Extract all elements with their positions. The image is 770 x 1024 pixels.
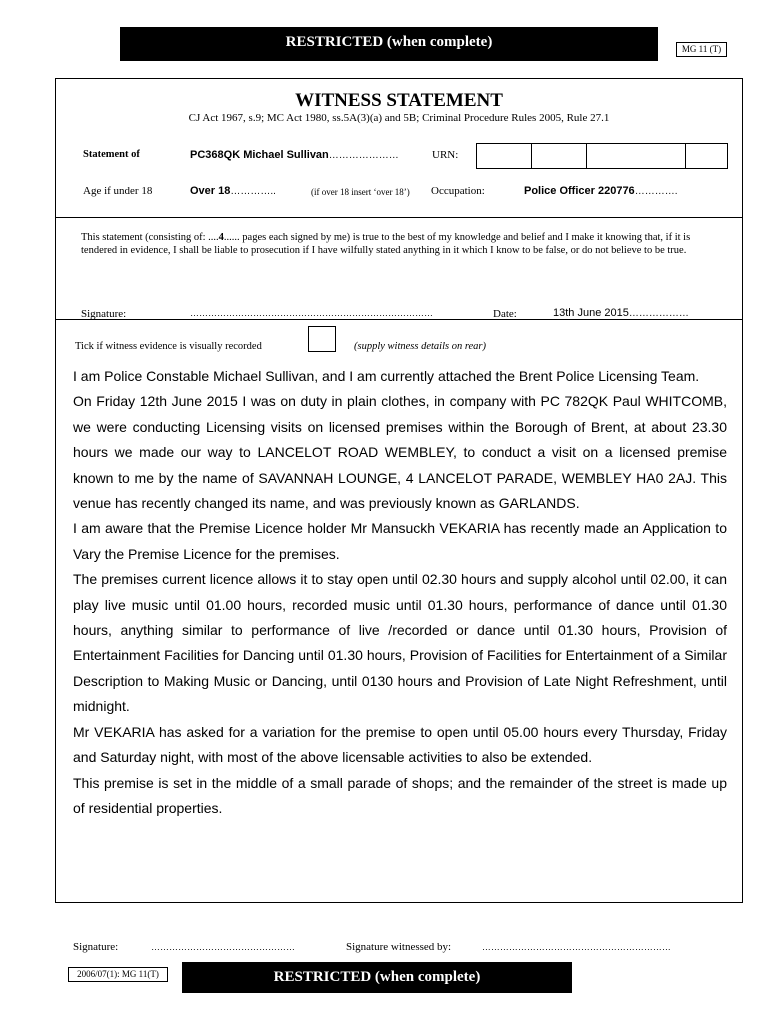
statement-of-value: PC368QK Michael Sullivan xyxy=(190,149,329,161)
age-value: Over 18 xyxy=(190,185,231,197)
form-code-label: MG 11 (T) xyxy=(676,42,727,57)
footer-witnessed-label: Signature witnessed by: xyxy=(346,941,452,953)
occupation-label: Occupation: xyxy=(431,185,485,197)
age-dots: ………….. xyxy=(230,186,276,197)
declaration-text xyxy=(81,231,711,257)
witness-statement-form xyxy=(55,78,743,903)
visual-record-note: (supply witness details on rear) xyxy=(354,341,487,352)
urn-cell[interactable] xyxy=(477,144,532,168)
footer-witnessed-dots: ……………………………………………………… xyxy=(481,942,671,952)
statement-body xyxy=(73,364,727,821)
occupation-value: Police Officer 220776 xyxy=(524,185,635,197)
statement-paragraph: Mr VEKARIA has asked for a variation for the premise to open until 05.00 hours every Thursday, Friday and Saturday night, with most of the above licensable activities to also be extended. xyxy=(73,723,727,766)
age-field[interactable] xyxy=(190,185,276,197)
declaration-after: ...... pages each signed by me) is true to the best of my knowledge and belief and I make it knowing that, if it is tendered in evidence, I shall be liable to prosecution if I have wilfully stated anything in it which I know to be false, or do not believe to be true. xyxy=(81,232,691,256)
statement-paragraph: I am aware that the Premise Licence holder Mr Mansuckh VEKARIA has recently made an Application to Vary the Premise Licence for the premises. xyxy=(73,520,727,562)
footer-signature[interactable] xyxy=(73,941,295,953)
footer-witnessed[interactable] xyxy=(346,941,671,953)
restricted-banner-bottom: RESTRICTED (when complete) xyxy=(182,962,572,993)
age-label: Age if under 18 xyxy=(83,185,153,197)
statement-paragraph: On Friday 12th June 2015 I was on duty in plain clothes, in company with PC 782QK Paul WHITCOMB, we were conducting Licensing visits on licensed premises within the Borough of Brent, at about 23.30 hours we made our way to LANCELOT ROAD WEMBLEY, to conduct a visit on a licensed premise known to me by the name of SAVANNAH LOUNGE, 4 LANCELOT PARADE, WEMBLEY HA0 2AJ. This venue has recently changed its name, and was previously known as GARLANDS. xyxy=(73,393,727,512)
urn-input-box[interactable] xyxy=(476,143,728,169)
urn-cell[interactable] xyxy=(686,144,727,168)
age-note: (if over 18 insert ‘over 18’) xyxy=(311,187,410,197)
signature-label: Signature: xyxy=(81,308,127,320)
statement-of-dots: ………………… xyxy=(328,150,399,161)
statement-paragraph: The premises current licence allows it to stay open until 02.30 hours and supply alcohol until 02.00, it can play live music until 01.00 hours, recorded music until 01.30 hours, performance of dance until 01.30 hours, anything similar to performance of live /recorded or dance until 01.30 hours, Provision of Entertainment Facilities for Dancing until 01.30 hours, Provision of Facilities for Entertainment of a Similar Description to Making Music or Dancing, until 0130 hours and Provision of Late Night Refreshment, until midnight. xyxy=(73,571,727,715)
section-divider xyxy=(56,217,742,218)
date-value: 13th June 2015 xyxy=(553,307,629,319)
footer-signature-dots: ………………………………………… xyxy=(150,942,295,952)
signature-line[interactable]: ……………………………………………………………………… xyxy=(190,308,433,318)
checkbox-underline xyxy=(308,351,336,352)
visual-record-label: Tick if witness evidence is visually recorded xyxy=(75,341,262,352)
restricted-banner-top: RESTRICTED (when complete) xyxy=(120,27,658,61)
occupation-field[interactable] xyxy=(524,185,677,197)
urn-cell[interactable] xyxy=(532,144,588,168)
statement-of-field[interactable] xyxy=(190,149,399,161)
date-dots: ……………… xyxy=(628,308,689,319)
urn-label: URN: xyxy=(432,149,459,161)
statement-of-label: Statement of xyxy=(83,149,140,160)
footer-signature-label: Signature: xyxy=(73,941,119,953)
statement-paragraph: I am Police Constable Michael Sullivan, and I am currently attached the Brent Police Licensing Team. xyxy=(73,368,700,384)
form-title: WITNESS STATEMENT xyxy=(295,90,503,111)
section-divider xyxy=(56,319,742,320)
page-count: 4 xyxy=(218,232,224,243)
occupation-dots: …………. xyxy=(634,186,678,197)
date-label: Date: xyxy=(493,308,517,320)
urn-cell[interactable] xyxy=(587,144,686,168)
version-code-label: 2006/07(1): MG 11(T) xyxy=(68,967,168,982)
visual-record-checkbox[interactable] xyxy=(308,326,336,352)
statement-paragraph: This premise is set in the middle of a small parade of shops; and the remainder of the street is made up of residential properties. xyxy=(73,774,727,816)
form-subtitle: CJ Act 1967, s.9; MC Act 1980, ss.5A(3)(a) and 5B; Criminal Procedure Rules 2005, Rule 27.1 xyxy=(188,112,610,124)
date-field[interactable] xyxy=(553,307,689,319)
declaration-before: This statement (consisting of: .... xyxy=(81,232,219,243)
